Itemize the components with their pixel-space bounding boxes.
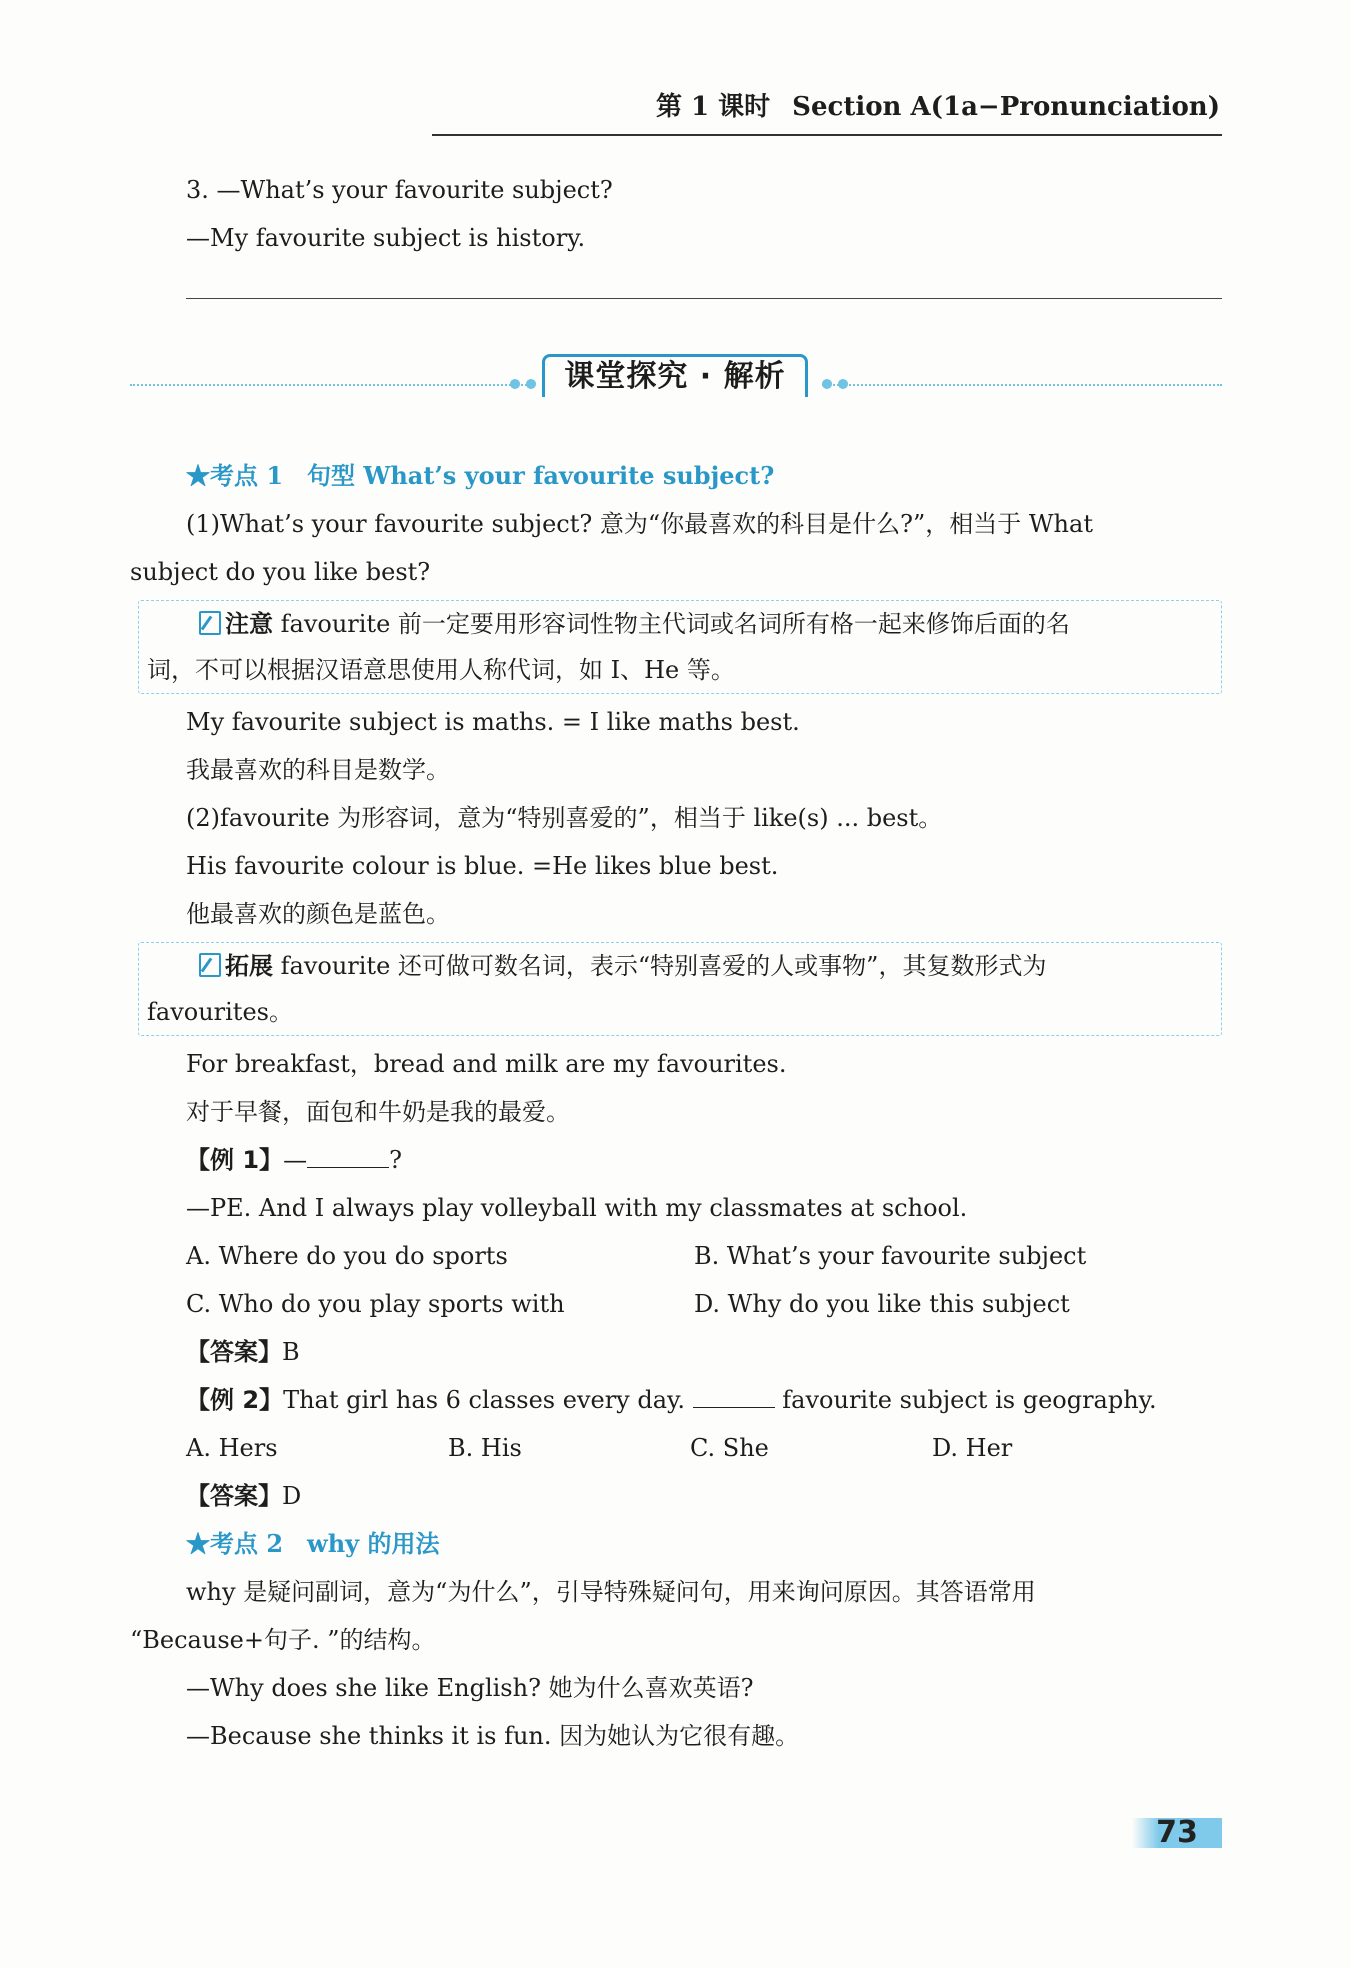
banner-dot	[510, 379, 520, 389]
banner-dots-right	[822, 384, 1222, 386]
option-a: A. Hers	[186, 1434, 278, 1462]
point-2-example-1: —Why does she like English? 她为什么喜欢英语?	[186, 1674, 754, 1702]
answer-blank	[693, 1387, 775, 1408]
note-text: favourite 前一定要用形容词性物主代词或名词所有格一起来修饰后面的名	[273, 610, 1070, 638]
note-text: favourite 还可做可数名词，表示“特别喜爱的人或事物”，其复数形式为	[273, 952, 1047, 980]
point-1-para-2: (2)favourite 为形容词，意为“特别喜爱的”，相当于 like(s) ... best。	[186, 804, 943, 832]
option-a: A. Where do you do sports	[186, 1242, 508, 1270]
example-2-question	[130, 1376, 1222, 1424]
pen-icon	[199, 953, 221, 977]
note-tag: 注意	[225, 610, 273, 638]
answer-line	[186, 298, 1222, 299]
example-en: My favourite subject is maths. = I like maths best.	[186, 708, 800, 736]
note-tag: 拓展	[225, 952, 273, 980]
question-mark: ?	[389, 1146, 402, 1174]
header-rule	[432, 134, 1222, 136]
example-2-answer	[130, 1472, 1222, 1520]
question-text-cont: favourite subject is geography.	[774, 1386, 1157, 1414]
option-c: C. Who do you play sports with	[186, 1290, 565, 1318]
option-d: D. Her	[932, 1434, 1013, 1462]
option-c: C. She	[690, 1434, 769, 1462]
example-zh: 对于早餐，面包和牛奶是我的最爱。	[186, 1098, 570, 1126]
pen-icon	[199, 611, 221, 635]
example-en: For breakfast，bread and milk are my favourites.	[186, 1050, 787, 1078]
example-1-options-row-2	[130, 1280, 1222, 1328]
note-box-caution	[138, 600, 1222, 694]
option-d: D. Why do you like this subject	[694, 1290, 1070, 1318]
answer-value: D	[282, 1482, 302, 1510]
point-2-para: why 是疑问副词，意为“为什么”，引导特殊疑问句，用来询问原因。其答语常用	[186, 1578, 1036, 1606]
answer-blank	[307, 1147, 389, 1168]
dash: —	[283, 1146, 308, 1174]
point-1	[130, 452, 1222, 1760]
example-2-options	[130, 1424, 1222, 1472]
answer-3: —My favourite subject is history.	[186, 224, 586, 252]
question-3: 3. —What’s your favourite subject?	[186, 176, 613, 204]
point-2-example-2: —Because she thinks it is fun. 因为她认为它很有趣。	[186, 1722, 800, 1750]
note-text-cont: 词，不可以根据汉语意思使用人称代词，如 I、He 等。	[147, 656, 735, 684]
example-zh: 他最喜欢的颜色是蓝色。	[186, 900, 450, 928]
question-text: That girl has 6 classes every day.	[283, 1386, 693, 1414]
example-1-answer	[130, 1328, 1222, 1376]
lesson-label: 第 1 课时	[655, 92, 771, 122]
page-number: 73	[1132, 1818, 1222, 1848]
example-1-question	[130, 1136, 1222, 1184]
top-dialogue	[130, 166, 1222, 262]
point-2-para-cont: “Because+句子. ”的结构。	[130, 1626, 436, 1654]
option-b: B. His	[448, 1434, 522, 1462]
banner-dots-left	[130, 384, 530, 386]
answer-value: B	[282, 1338, 300, 1366]
point-1-para-1: (1)What’s your favourite subject? 意为“你最喜欢的科目是什么?”，相当于 What	[186, 510, 1093, 538]
example-zh: 我最喜欢的科目是数学。	[186, 756, 450, 784]
example-1-reply: —PE. And I always play volleyball with my classmates at school.	[186, 1194, 968, 1222]
answer-tag: 【答案】	[186, 1482, 282, 1510]
running-header	[656, 86, 1220, 123]
example-en: His favourite colour is blue. =He likes blue best.	[186, 852, 779, 880]
point-2-title: ★考点 2 why 的用法	[186, 1529, 440, 1558]
point-1-para-1b: subject do you like best?	[130, 558, 431, 586]
example-tag: 【例 1】	[186, 1146, 284, 1174]
answer-tag: 【答案】	[186, 1338, 282, 1366]
point-1-title: ★考点 1 句型 What’s your favourite subject?	[186, 461, 775, 490]
example-1-options-row-1	[130, 1232, 1222, 1280]
note-box-extension	[138, 942, 1222, 1036]
section-banner	[130, 354, 1222, 398]
banner-dot	[526, 379, 536, 389]
section-label: Section A(1a−Pronunciation)	[792, 92, 1220, 122]
note-text-cont: favourites。	[147, 998, 293, 1026]
banner-title: 课堂探究 · 解析	[542, 354, 808, 397]
example-tag: 【例 2】	[186, 1386, 284, 1414]
option-b: B. What’s your favourite subject	[694, 1242, 1087, 1270]
